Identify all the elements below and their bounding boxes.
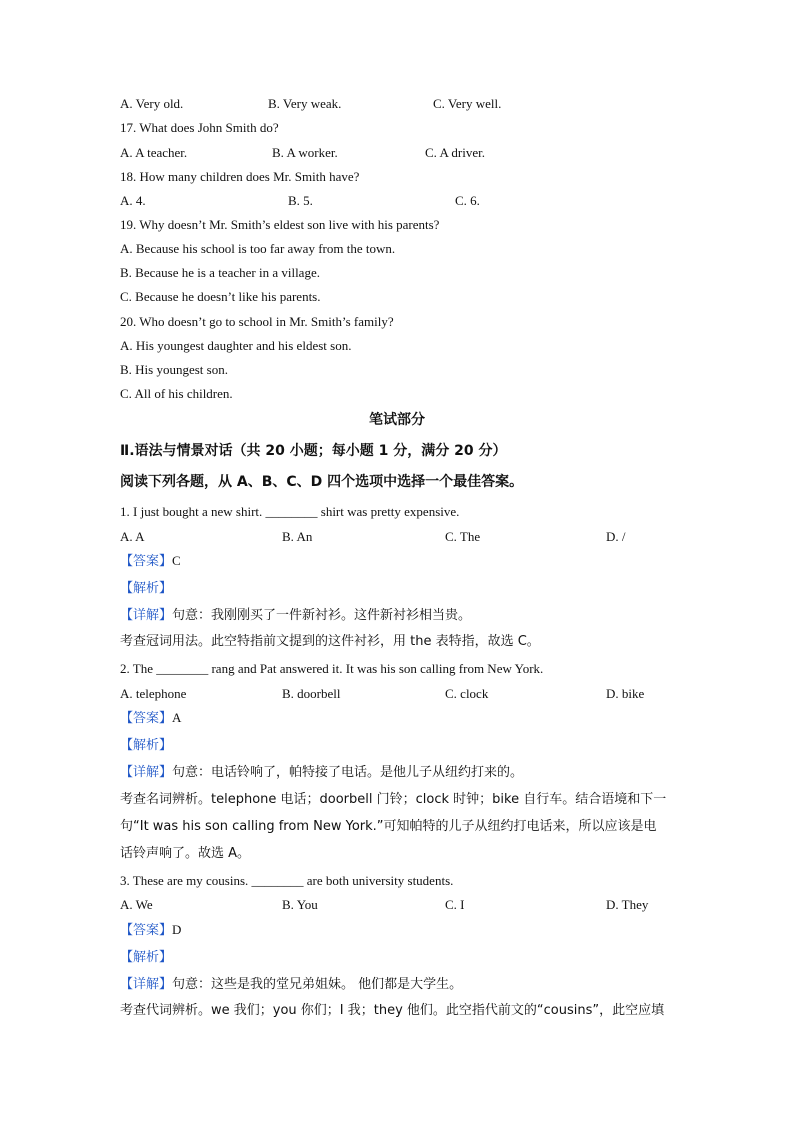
g2-explain-line-3: 话铃声响了。故选 A。 <box>120 846 251 861</box>
g3-detail: 句意：这些是我的堂兄弟姐妹。 他们都是大学生。 <box>172 977 463 992</box>
detail-label: 【详解】 <box>120 977 173 992</box>
g3-option-a: A. We <box>120 897 153 912</box>
g2-answer: A <box>172 710 182 725</box>
part2-heading: Ⅱ.语法与情景对话（共 20 小题；每小题 1 分，满分 20 分） <box>120 443 507 459</box>
g2-option-b: B. doorbell <box>282 686 341 701</box>
g3-detail-line <box>120 976 462 993</box>
analysis-label: 【解析】 <box>120 738 173 753</box>
g1-detail: 句意：我刚刚买了一件新衬衫。这件新衬衫相当贵。 <box>172 608 472 623</box>
g3-option-b: B. You <box>282 897 318 912</box>
g2-option-a: A. telephone <box>120 686 187 701</box>
g2-option-c: C. clock <box>445 686 489 701</box>
q19-option-a: A. Because his school is too far away from the town. <box>120 241 396 256</box>
answer-label: 【答案】 <box>120 711 173 726</box>
q20-option-b: B. His youngest son. <box>120 362 228 377</box>
q17-option-c: C. A driver. <box>425 145 485 160</box>
g2-explain-line-1: 考查名词辨析。telephone 电话；doorbell 门铃；clock 时钟；bike 自行车。结合语境和下一 <box>120 792 667 807</box>
q20-option-a: A. His youngest daughter and his eldest son. <box>120 338 352 353</box>
g2-option-d: D. bike <box>606 686 645 701</box>
g1-option-b: B. An <box>282 529 313 544</box>
g1-option-a: A. A <box>120 529 145 544</box>
q17-option-b: B. A worker. <box>272 145 338 160</box>
section-title: 笔试部分 <box>369 412 425 428</box>
part2-instruction: 阅读下列各题，从 A、B、C、D 四个选项中选择一个最佳答案。 <box>120 474 524 490</box>
q20-option-c: C. All of his children. <box>120 386 233 401</box>
analysis-label: 【解析】 <box>120 950 173 965</box>
q17-stem: 17. What does John Smith do? <box>120 120 279 135</box>
g1-option-c: C. The <box>445 529 481 544</box>
q16-option-c: C. Very well. <box>433 96 502 111</box>
g3-answer: D <box>172 922 182 937</box>
g1-answer-line <box>120 553 181 570</box>
g1-stem: 1. I just bought a new shirt. ________ shirt was pretty expensive. <box>120 504 460 519</box>
g3-explain: 考查代词辨析。we 我们；you 你们；I 我；they 他们。此空指代前文的“cousins”，此空应填 <box>120 1003 665 1018</box>
q16-option-a: A. Very old. <box>120 96 184 111</box>
g1-answer: C <box>172 553 181 568</box>
g2-answer-line <box>120 710 181 727</box>
q18-option-c: C. 6. <box>455 193 480 208</box>
g1-explain: 考查冠词用法。此空特指前文提到的这件衬衫，用 the 表特指，故选 C。 <box>120 634 540 649</box>
g3-analysis-label <box>120 949 172 966</box>
g3-stem: 3. These are my cousins. ________ are both university students. <box>120 873 454 888</box>
g3-answer-line <box>120 922 181 939</box>
q17-option-a: A. A teacher. <box>120 145 188 160</box>
detail-label: 【详解】 <box>120 765 173 780</box>
answer-label: 【答案】 <box>120 554 173 569</box>
g1-option-d: D. / <box>606 529 626 544</box>
g2-explain-line-2: 句“It was his son calling from New York.”可知帕特的儿子从纽约打电话来，所以应该是电 <box>120 819 657 834</box>
g3-option-d: D. They <box>606 897 649 912</box>
q16-option-b: B. Very weak. <box>268 96 342 111</box>
g2-analysis-label <box>120 737 172 754</box>
g2-detail-line <box>120 764 523 781</box>
g1-detail-line <box>120 607 471 624</box>
g1-analysis-label <box>120 580 172 597</box>
q19-option-b: B. Because he is a teacher in a village. <box>120 265 320 280</box>
q18-option-b: B. 5. <box>288 193 313 208</box>
analysis-label: 【解析】 <box>120 581 173 596</box>
g2-detail: 句意：电话铃响了，帕特接了电话。是他儿子从纽约打来的。 <box>172 765 524 780</box>
g2-stem: 2. The ________ rang and Pat answered it. It was his son calling from New York. <box>120 661 544 676</box>
detail-label: 【详解】 <box>120 608 173 623</box>
q20-stem: 20. Who doesn’t go to school in Mr. Smith’s family? <box>120 314 394 329</box>
g3-option-c: C. I <box>445 897 465 912</box>
q19-stem: 19. Why doesn’t Mr. Smith’s eldest son live with his parents? <box>120 217 440 232</box>
q19-option-c: C. Because he doesn’t like his parents. <box>120 289 321 304</box>
q18-option-a: A. 4. <box>120 193 146 208</box>
answer-label: 【答案】 <box>120 923 173 938</box>
q18-stem: 18. How many children does Mr. Smith have? <box>120 169 360 184</box>
